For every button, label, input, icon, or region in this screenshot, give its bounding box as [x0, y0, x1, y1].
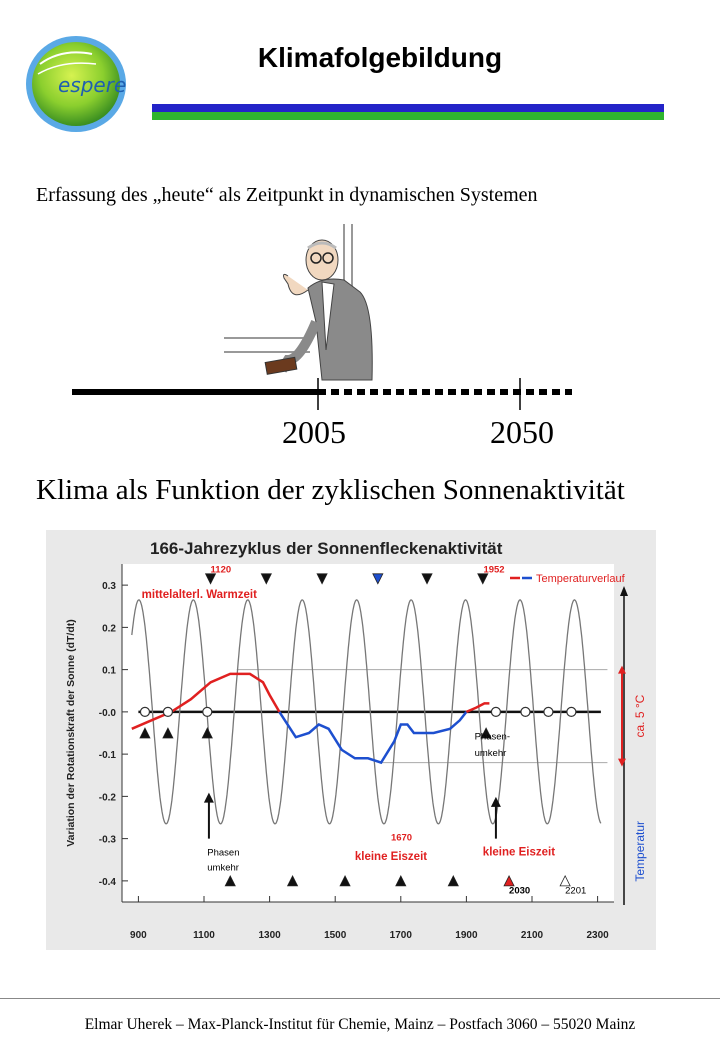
chart-annotation: umkehr [207, 862, 239, 874]
y-tick-label: 0.2 [102, 623, 116, 635]
phase-circle-marker [140, 707, 149, 716]
chart-annotation: mittelalterl. Warmzeit [141, 588, 257, 601]
x-tick-label: 1100 [193, 930, 215, 941]
section2-subtitle: Klima als Funktion der zyklischen Sonnenaktivität [36, 474, 625, 506]
phase-circle-marker [521, 707, 530, 716]
y-tick-label: -0.0 [98, 707, 116, 719]
section1-subtitle: Erfassung des „heute“ als Zeitpunkt in dynamischen Systemen [36, 184, 538, 206]
chart-annotation: 2030 [509, 885, 531, 897]
timeline-illustration [60, 210, 590, 420]
y-axis-label: Variation der Rotationskraft der Sonne (dT/dt) [65, 619, 77, 847]
year-future-label: 2050 [490, 414, 554, 450]
y-tick-label: 0.1 [102, 665, 116, 677]
logo-text: espere [58, 73, 127, 97]
phase-circle-marker [567, 707, 576, 716]
footer-divider [0, 998, 720, 999]
x-tick-label: 1500 [324, 930, 347, 941]
chart-annotation: Phasen- [474, 731, 510, 743]
chart-annotation: umkehr [474, 748, 507, 760]
x-tick-label: 2100 [520, 930, 544, 941]
chart-title: 166-Jahrezyklus der Sonnenfleckenaktivität [150, 539, 503, 558]
header-stripe-blue [152, 104, 664, 112]
footer-text: Elmar Uherek – Max-Planck-Institut für Chemie, Mainz – Postfach 3060 – 55020 Mainz [84, 1016, 636, 1033]
y-tick-label: -0.2 [98, 792, 116, 804]
legend-label: Temperaturverlauf [536, 573, 625, 585]
phase-circle-marker [544, 707, 553, 716]
page-title: Klimafolgebildung [257, 42, 503, 73]
x-tick-label: 2300 [586, 930, 609, 941]
right-axis-label: Temperatur [633, 820, 647, 882]
y-tick-label: 0.3 [102, 581, 116, 593]
x-tick-label: 1300 [258, 930, 281, 941]
y-tick-label: -0.3 [98, 834, 116, 846]
y-tick-label: -0.1 [98, 750, 116, 762]
chart-annotation: 1120 [210, 564, 232, 576]
sunspot-chart [46, 530, 656, 950]
x-tick-label: 1900 [455, 930, 478, 941]
header-stripe-green [152, 112, 664, 120]
x-tick-label: 900 [130, 930, 147, 941]
x-tick-label: 1700 [389, 930, 412, 941]
chart-annotation: kleine Eiszeit [482, 846, 556, 859]
chart-annotation: Phasen [207, 847, 240, 859]
range-label: ca. 5 °C [633, 694, 647, 738]
phase-circle-marker [491, 707, 500, 716]
year-now-label: 2005 [282, 414, 346, 450]
chart-annotation: kleine Eiszeit [354, 850, 428, 863]
chart-annotation: 1670 [390, 832, 413, 844]
presenter-icon [265, 240, 372, 380]
espere-logo [22, 34, 134, 134]
chart-annotation: 2201 [565, 885, 587, 897]
y-tick-label: -0.4 [98, 876, 116, 888]
phase-circle-marker [163, 707, 172, 716]
chart-annotation: 1952 [483, 564, 505, 576]
phase-circle-marker [203, 707, 212, 716]
